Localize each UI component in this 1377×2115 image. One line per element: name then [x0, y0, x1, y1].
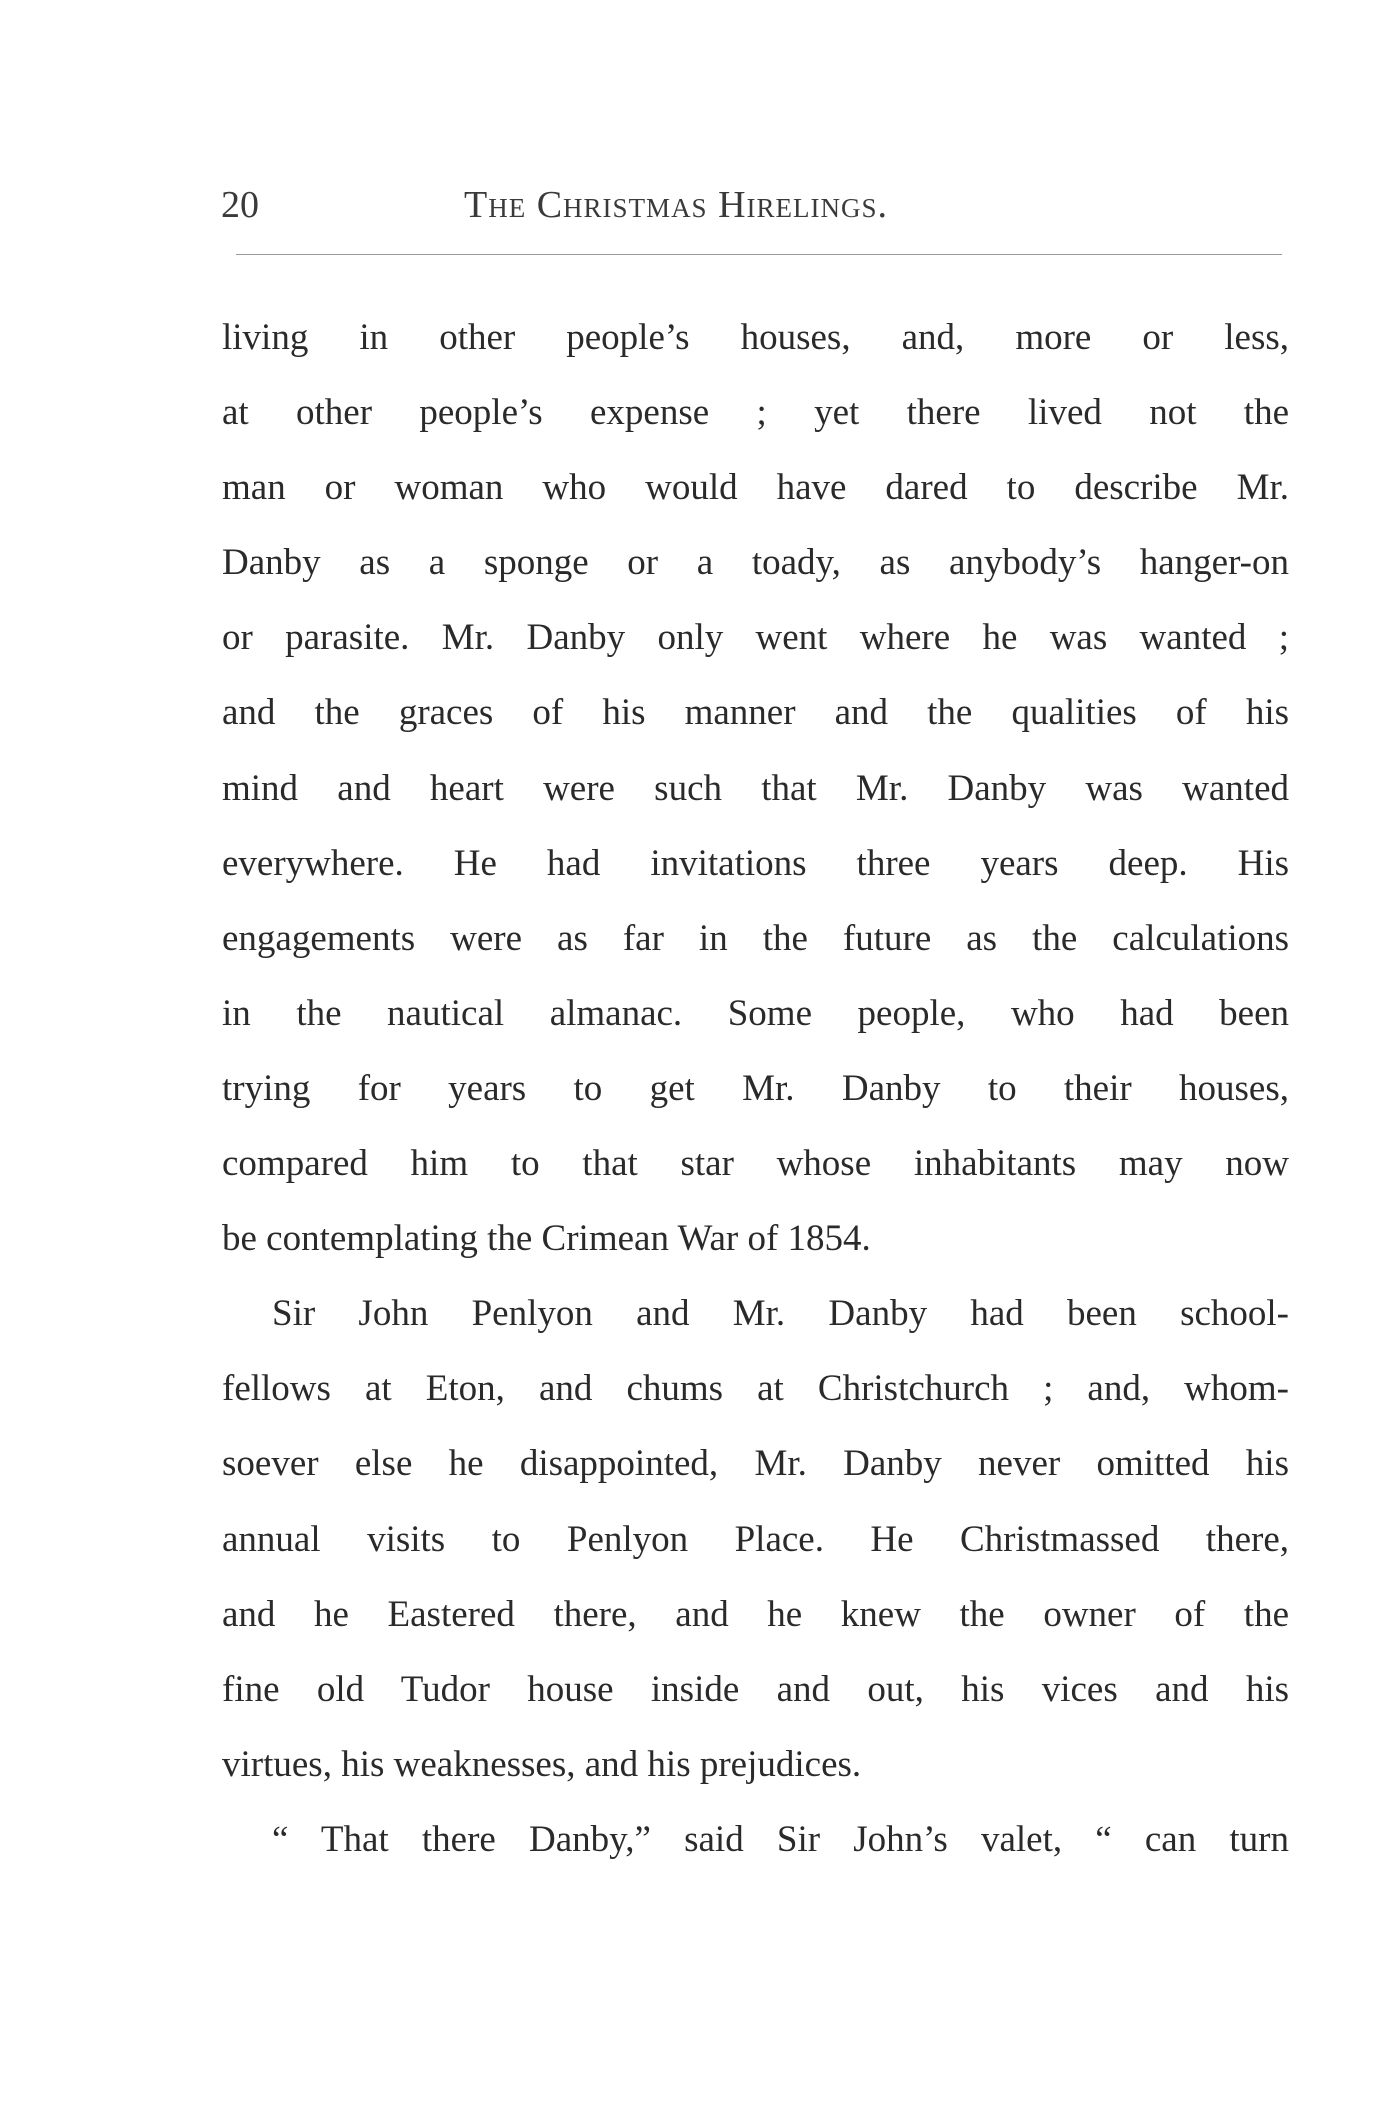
body-text	[222, 300, 1289, 1877]
text-line: everywhere. He had invitations three years deep. His	[222, 842, 1289, 884]
running-head	[221, 180, 1281, 230]
text-line: fellows at Eton, and chums at Christchurch ; and, whom-	[222, 1368, 1289, 1410]
text-line: virtues, his weaknesses, and his prejudices.	[222, 1743, 862, 1785]
text-line: trying for years to get Mr. Danby to their houses,	[222, 1067, 1289, 1109]
running-title: The Christmas Hirelings.	[464, 184, 889, 226]
text-line: fine old Tudor house inside and out, his vices and his	[222, 1668, 1289, 1710]
text-line: and the graces of his manner and the qualities of his	[222, 692, 1289, 734]
text-line: man or woman who would have dared to describe Mr.	[222, 467, 1289, 509]
text-line: or parasite. Mr. Danby only went where he was wanted ;	[222, 617, 1289, 659]
text-line: mind and heart were such that Mr. Danby was wanted	[222, 767, 1289, 809]
text-line: in the nautical almanac. Some people, who had been	[222, 992, 1289, 1034]
text-line: living in other people’s houses, and, more or less,	[222, 317, 1289, 358]
text-line: Danby as a sponge or a toady, as anybody’s hanger-on	[222, 542, 1289, 584]
text-line: and he Eastered there, and he knew the owner of the	[222, 1593, 1289, 1635]
page-number: 20	[221, 184, 259, 226]
text-line: be contemplating the Crimean War of 1854.	[222, 1218, 871, 1260]
text-line: “ That there Danby,” said Sir John’s valet, “ can turn	[272, 1818, 1289, 1860]
text-line: at other people’s expense ; yet there lived not the	[222, 392, 1289, 434]
text-line: annual visits to Penlyon Place. He Christmassed there,	[222, 1518, 1289, 1560]
header-rule	[236, 254, 1282, 255]
text-line: soever else he disappointed, Mr. Danby never omitted his	[222, 1443, 1289, 1485]
text-line: compared him to that star whose inhabitants may now	[222, 1143, 1289, 1185]
text-line: Sir John Penlyon and Mr. Danby had been school-	[272, 1293, 1289, 1335]
text-line: engagements were as far in the future as the calculations	[222, 917, 1289, 959]
